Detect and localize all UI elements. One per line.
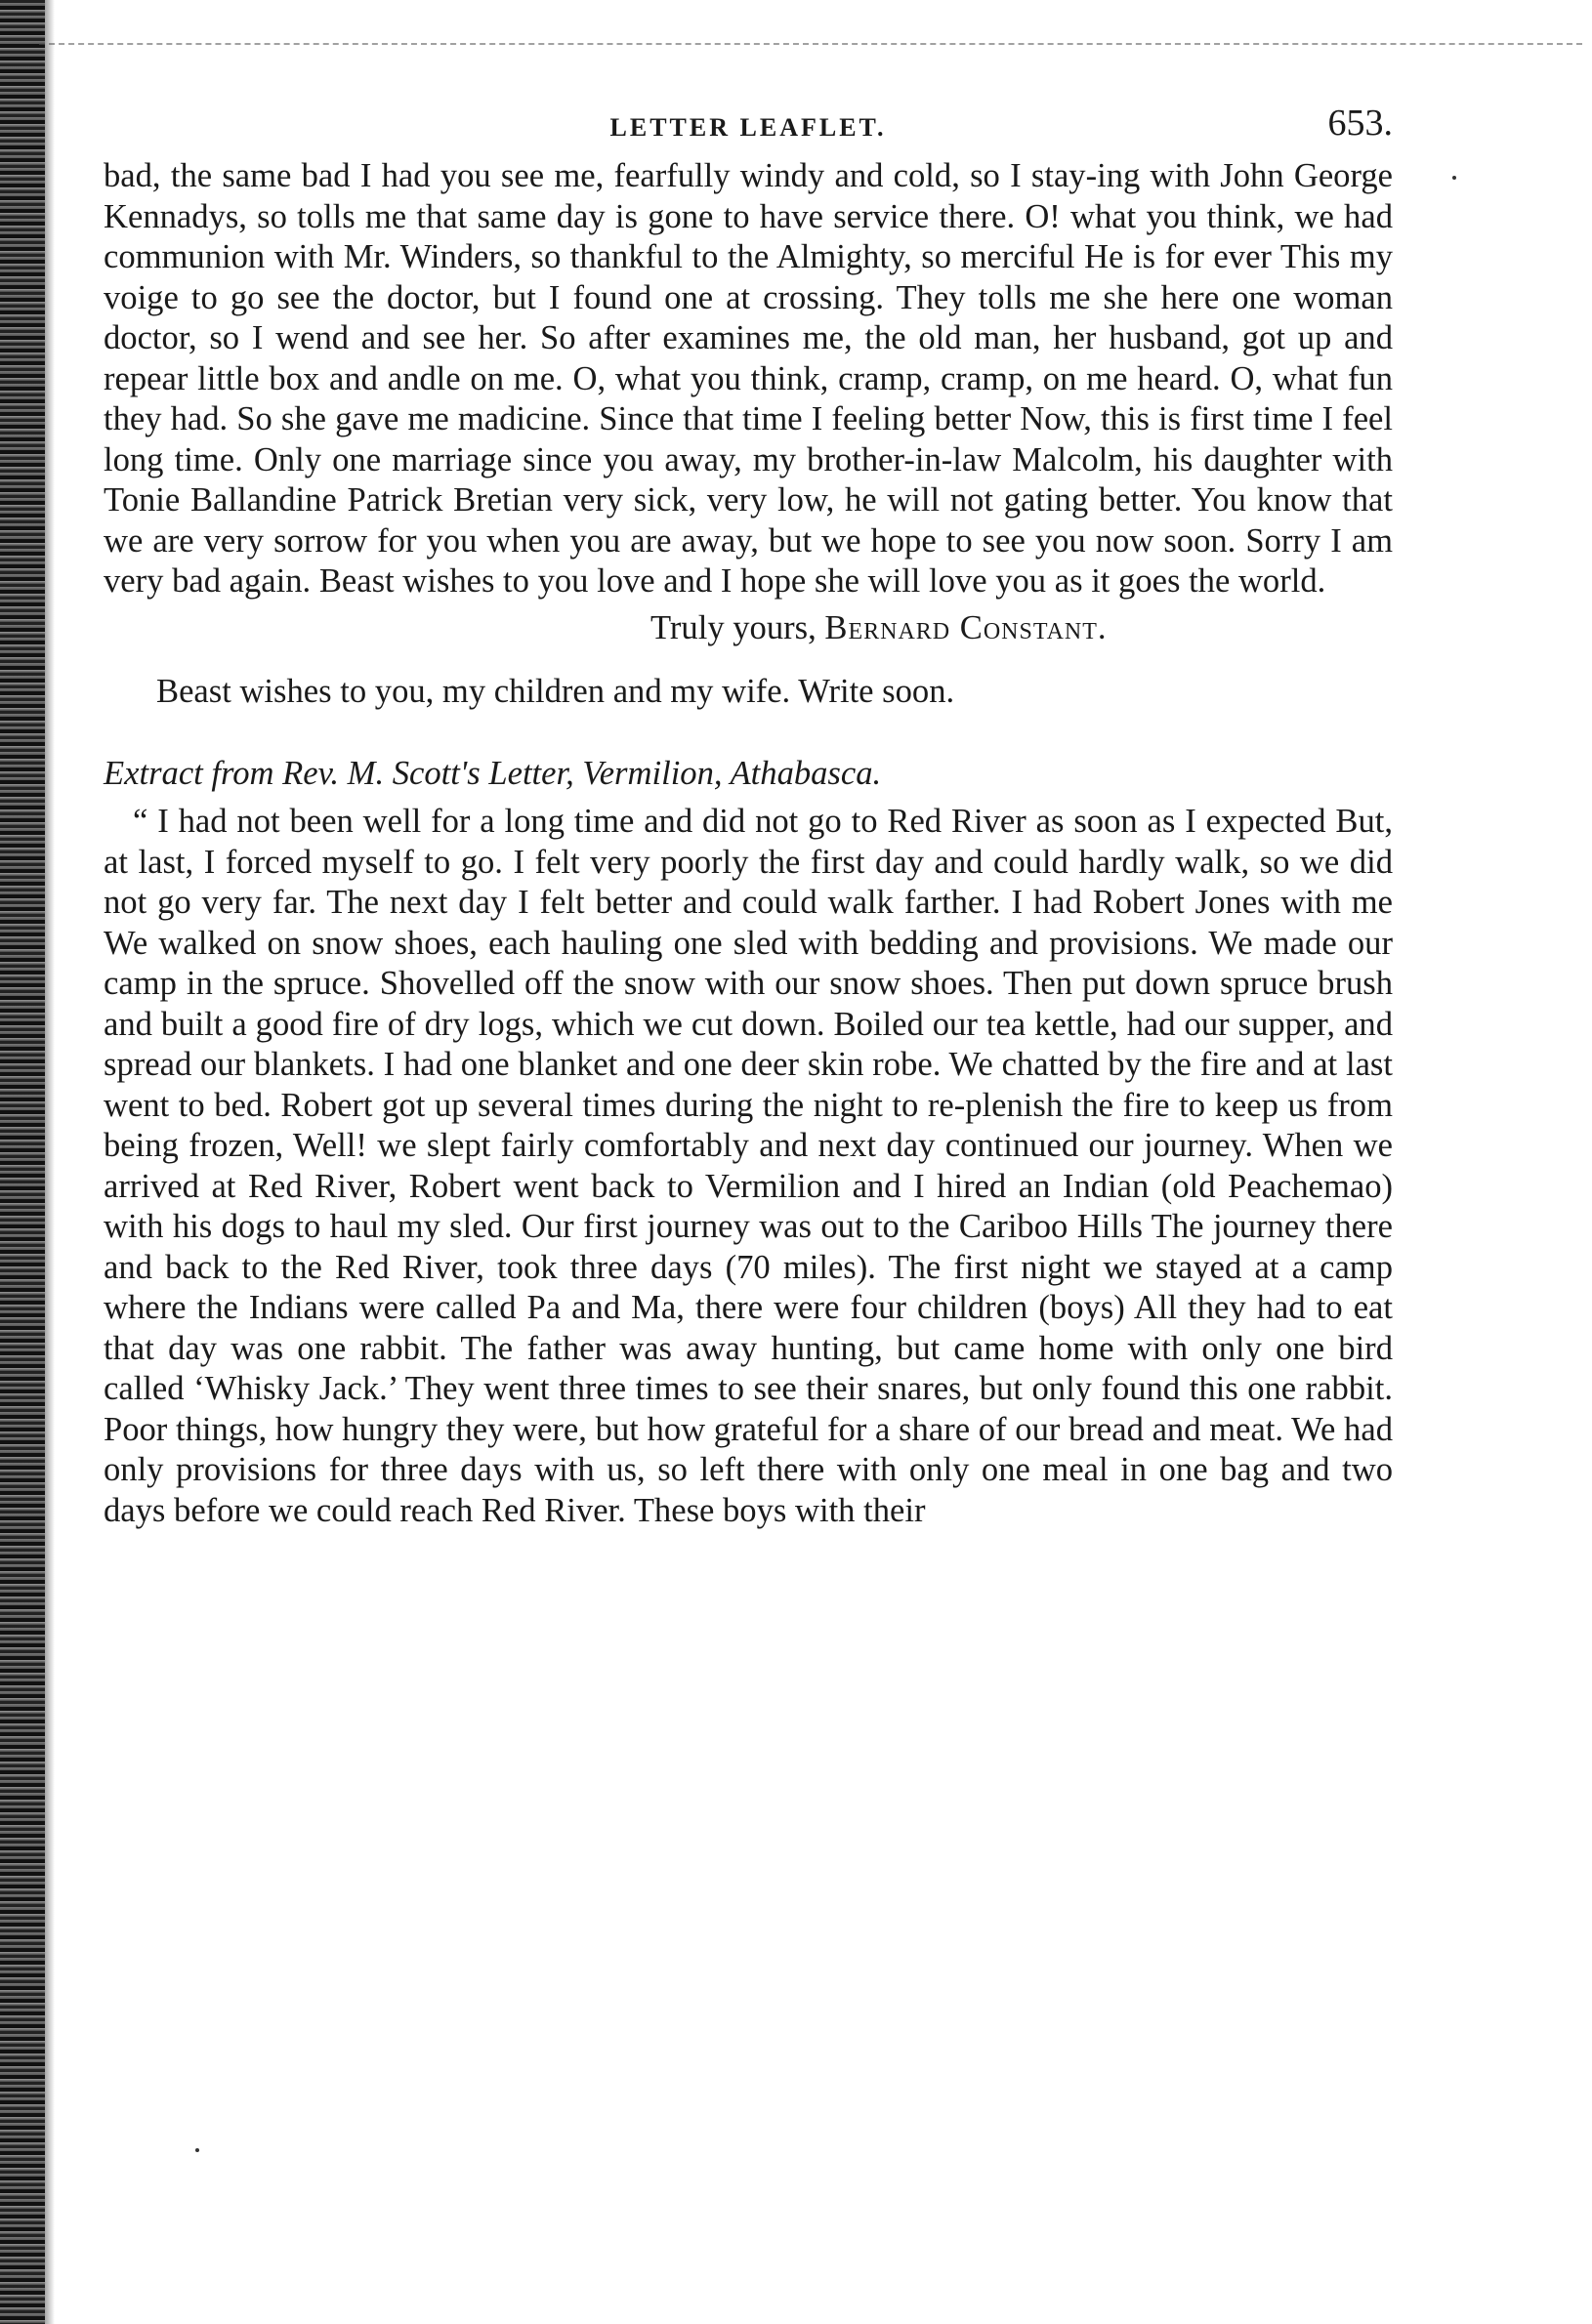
letter-signature: Bernard Constant.	[824, 608, 1108, 646]
extract-heading: Extract from Rev. M. Scott's Letter, Vermilion, Athabasca.	[104, 754, 882, 792]
letter-postscript: Beast wishes to you, my children and my wife. Write soon.	[156, 673, 955, 710]
letter-closing: Truly yours,	[650, 608, 817, 646]
running-head	[104, 94, 1393, 148]
binding-edge	[0, 0, 45, 2324]
page	[104, 94, 1393, 1531]
letter-body: bad, the same bad I had you see me, fearfully windy and cold, so I stay-ing with John George Kennadys, so tolls me that same day is gone to have service there. O! what you think, we had communion with Mr. Winders, so thankful to the Almighty, so merciful He is for ever This my voige to go see the doctor, but I found one at crossing. They tolls me she here one woman doctor, so I wend and see her. So after examines me, the old man, her husband, got up and repear little box and andle on me. O, what you think, cramp, cramp, on me heard. O, what fun they had. So she gave me madicine. Since that time I feeling better Now, this is first time I feel long time. Only one marriage since you away, my brother-in-law Malcolm, his daughter with Tonie Ballandine Patrick Bretian very sick, very low, he will not gating better. You know that we are very sorrow for you when you are away, but we hope to see you now soon. Sorry I am very bad again. Beast wishes to you love and I hope she will love you as it goes the world.	[104, 157, 1393, 600]
letter-signature-line	[104, 608, 1393, 649]
top-rule	[39, 43, 1582, 45]
page-number: 653.	[1327, 103, 1393, 144]
running-title: LETTER LEAFLET.	[609, 113, 887, 142]
speck	[1452, 176, 1456, 180]
extract-body: “ I had not been well for a long time and did not go to Red River as soon as I expected But, at last, I forced myself to go. I felt very poorly the first day and could hardly walk, so we did not go very far. The next day I felt better and could walk farther. I had Robert Jones with me We walked on snow shoes, each hauling one sled with bedding and provisions. We made our camp in the spruce. Shovelled off the snow with our snow shoes. Then put down spruce brush and built a good fire of dry logs, which we cut down. Boiled our tea kettle, had our supper, and spread our blankets. I had one blanket and one deer skin robe. We chatted by the fire and at last went to bed. Robert got up several times during the night to re-plenish the fire to keep us from being frozen, Well! we slept fairly comfortably and next day continued our journey. When we arrived at Red River, Robert went back to Vermilion and I hired an Indian (old Peachemao) with his dogs to haul my sled. Our first journey was out to the Cariboo Hills The journey there and back to the Red River, took three days (70 miles). The first night we stayed at a camp where the Indians were called Pa and Ma, there were four children (boys) All they had to eat that day was one rabbit. The father was away hunting, but came home with only one bird called ‘Whisky Jack.’ They went three times to see their snares, but only found this one rabbit. Poor things, how hungry they were, but how grateful for a share of our bread and meat. We had only provisions for three days with us, so left there with only one meal in one bag and two days before we could reach Red River. These boys with their	[104, 803, 1393, 1529]
speck	[195, 2148, 199, 2152]
